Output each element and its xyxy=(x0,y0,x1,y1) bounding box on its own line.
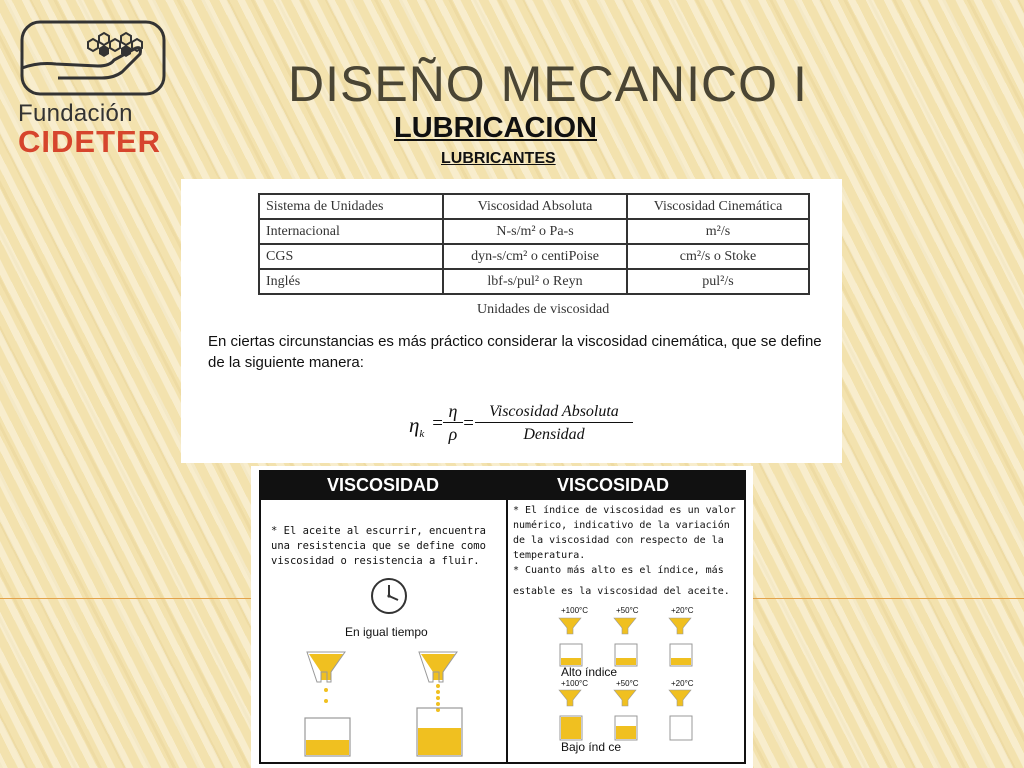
formula-lhs-symbol: η xyxy=(409,413,420,437)
table-cell: lbf-s/pul² o Reyn xyxy=(443,269,627,294)
viscosity-index-text: * El índice de viscosidad es un valor numérico, indicativo de la variación de la viscosidad con respecto de la temperatura. * Cuanto más alto es el índice, más xyxy=(513,505,736,576)
formula-rho: ρ xyxy=(448,424,458,444)
drop-icon xyxy=(436,696,440,700)
viscosity-definition-text: * El aceite al escurrir, encuentra una resistencia que se define como viscosidad o resistencia a fluir. xyxy=(271,525,486,567)
table-row xyxy=(259,219,809,244)
page-title: DISEÑO MECANICO I xyxy=(288,56,808,112)
paragraph-text: En ciertas circunstancias es más práctico considerar la viscosidad cinemática, que se define de la siguiente manera: xyxy=(208,333,822,371)
viscosity-panel xyxy=(251,466,753,768)
table-cell: Internacional xyxy=(259,219,443,244)
viscosity-index-text-2: estable es la viscosidad del aceite. xyxy=(513,586,730,597)
temp-label: +20°C xyxy=(671,606,694,615)
table-row xyxy=(259,244,809,269)
table-cell: dyn-s/cm² o centiPoise xyxy=(443,244,627,269)
viscosity-header-right: VISCOSIDAD xyxy=(557,475,670,495)
clock-icon xyxy=(369,576,409,616)
table-cell: CGS xyxy=(259,244,443,269)
funnel-right-icon xyxy=(421,654,455,680)
drop-icon xyxy=(436,702,440,706)
table-header-cell: Viscosidad Cinemática xyxy=(627,194,809,219)
viscosity-header xyxy=(259,470,746,500)
subsection-title: LUBRICANTES xyxy=(441,150,556,167)
beaker-left-fill xyxy=(306,740,349,755)
units-panel xyxy=(181,179,842,463)
table-header-cell: Sistema de Unidades xyxy=(259,194,443,219)
viscosity-index-illustration xyxy=(508,602,744,762)
formula-word-fraction xyxy=(475,401,633,447)
low-index-beakers xyxy=(560,716,692,740)
kinematic-viscosity-formula xyxy=(409,401,649,451)
formula-eta-rho-fraction xyxy=(443,401,463,446)
drop-icon xyxy=(436,684,440,688)
table-header-row xyxy=(259,194,809,219)
drop-icon xyxy=(324,688,328,692)
formula-equals-2: = xyxy=(462,413,475,434)
logo-text-fundacion: Fundación xyxy=(18,100,133,127)
flow-comparison-illustration xyxy=(261,646,506,761)
drop-icon xyxy=(324,699,328,703)
table-caption: Unidades de viscosidad xyxy=(477,302,610,317)
hand-hexagon-logo-icon xyxy=(18,20,168,100)
high-index-label: Alto índice xyxy=(561,665,618,679)
formula-denominator: Densidad xyxy=(523,426,585,443)
equal-time-caption: En igual tiempo xyxy=(345,625,428,639)
formula-lhs xyxy=(409,413,424,440)
funnel-left-icon xyxy=(309,654,343,680)
low-index-funnels xyxy=(559,690,691,706)
temp-label: +100°C xyxy=(561,606,588,615)
table-row xyxy=(259,269,809,294)
table-header-cell: Viscosidad Absoluta xyxy=(443,194,627,219)
formula-lhs-sub: k xyxy=(419,428,425,441)
temp-label: +50°C xyxy=(616,679,639,688)
low-index-label: Bajo índ ce xyxy=(561,740,622,754)
temp-label: +20°C xyxy=(671,679,694,688)
formula-eta: η xyxy=(443,401,463,423)
table-cell: Inglés xyxy=(259,269,443,294)
frame-bottom xyxy=(259,762,746,764)
high-index-beakers xyxy=(560,644,692,666)
high-index-funnels xyxy=(559,618,691,634)
units-table xyxy=(258,193,810,295)
formula-equals: = xyxy=(431,413,444,434)
logo xyxy=(18,20,168,160)
drop-icon xyxy=(436,690,440,694)
table-cell: pul²/s xyxy=(627,269,809,294)
table-cell: N-s/m² o Pa-s xyxy=(443,219,627,244)
table-cell: m²/s xyxy=(627,219,809,244)
table-cell: cm²/s o Stoke xyxy=(627,244,809,269)
frame-right xyxy=(744,500,746,764)
logo-text-cideter: CIDETER xyxy=(18,124,162,159)
section-title: LUBRICACION xyxy=(394,112,597,144)
beaker-right-fill xyxy=(418,728,461,755)
temp-label: +100°C xyxy=(561,679,588,688)
temp-label: +50°C xyxy=(616,606,639,615)
formula-numerator: Viscosidad Absoluta xyxy=(475,401,633,423)
viscosity-header-left: VISCOSIDAD xyxy=(327,475,440,495)
